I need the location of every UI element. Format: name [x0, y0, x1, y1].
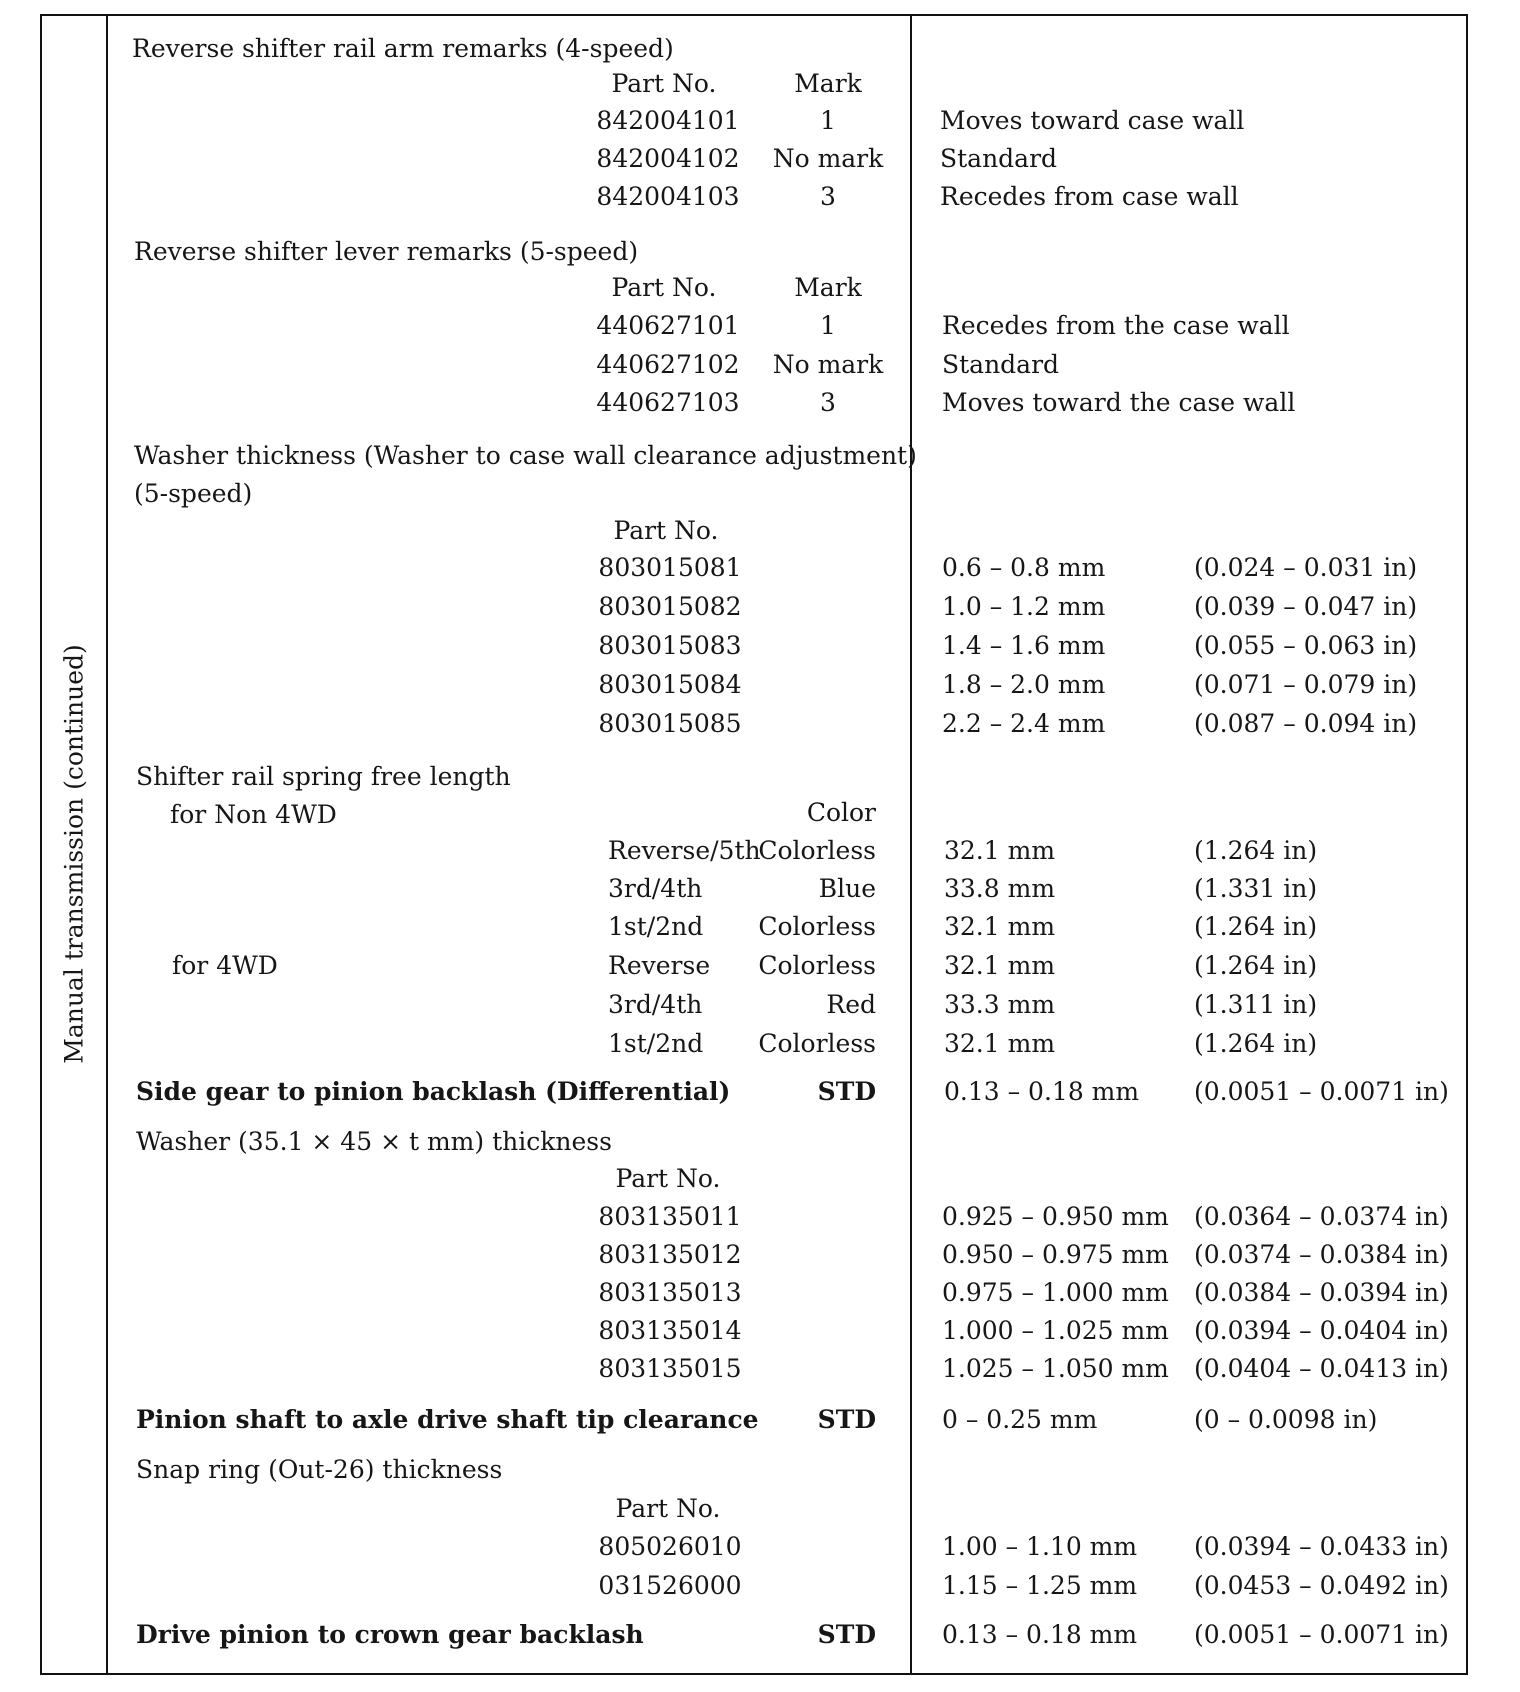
table-row-inch: (1.264 in) [1194, 912, 1318, 941]
table-row-color: Red [826, 990, 876, 1019]
table-row-part: 842004102 [596, 144, 740, 173]
table-row-inch: (0.071 – 0.079 in) [1194, 670, 1418, 699]
table-row-part: 803015082 [598, 592, 742, 621]
rail-arm-mark-header: Mark [794, 69, 862, 98]
table-row-remark: Recedes from the case wall [942, 311, 1290, 340]
spring-4wd-label: for 4WD [172, 951, 278, 980]
table-row-inch: (0.055 – 0.063 in) [1194, 631, 1418, 660]
rail-arm-part-header: Part No. [611, 69, 717, 98]
side-gear-mm: 0.13 – 0.18 mm [944, 1077, 1140, 1106]
table-row-part: 803135015 [598, 1354, 742, 1383]
table-row-mm: 0.925 – 0.950 mm [942, 1202, 1169, 1231]
table-row-gear: 1st/2nd [608, 1029, 704, 1058]
table-row-mark: 1 [820, 106, 836, 135]
snap-ring-part-header: Part No. [615, 1494, 721, 1523]
table-row-color: Blue [818, 874, 876, 903]
table-row-mark: 3 [820, 182, 836, 211]
table-row-mm: 1.000 – 1.025 mm [942, 1316, 1169, 1345]
table-row-part: 803015085 [598, 709, 742, 738]
table-row-mm: 1.8 – 2.0 mm [942, 670, 1106, 699]
table-row-part: 805026010 [598, 1532, 742, 1561]
table-row-part: 440627101 [596, 311, 740, 340]
pinion-shaft-title: Pinion shaft to axle drive shaft tip clearance [136, 1405, 759, 1434]
table-row-mm: 1.15 – 1.25 mm [942, 1571, 1138, 1600]
table-row-inch: (0.0384 – 0.0394 in) [1194, 1278, 1449, 1307]
table-row-inch: (0.039 – 0.047 in) [1194, 592, 1418, 621]
table-row-mm: 0.975 – 1.000 mm [942, 1278, 1169, 1307]
lever-part-header: Part No. [611, 273, 717, 302]
washer-35-part-header: Part No. [615, 1164, 721, 1193]
table-row-remark: Recedes from case wall [940, 182, 1239, 211]
table-row-inch: (1.331 in) [1194, 874, 1318, 903]
table-row-inch: (0.087 – 0.094 in) [1194, 709, 1418, 738]
spring-title: Shifter rail spring free length [136, 762, 511, 791]
column-divider-right [910, 16, 912, 1673]
table-row-inch: (0.0394 – 0.0404 in) [1194, 1316, 1449, 1345]
washer-35-title: Washer (35.1 × 45 × t mm) thickness [136, 1127, 612, 1156]
table-row-part: 803015081 [598, 553, 742, 582]
table-row-gear: 3rd/4th [608, 874, 703, 903]
table-row-color: Colorless [758, 912, 876, 941]
table-row-mark: 1 [820, 311, 836, 340]
pinion-shaft-std: STD [817, 1405, 876, 1434]
table-row-mm: 1.00 – 1.10 mm [942, 1532, 1138, 1561]
side-gear-std: STD [817, 1077, 876, 1106]
table-row-mark: No mark [772, 350, 884, 379]
table-row-mark: 3 [820, 388, 836, 417]
table-row-mm: 1.0 – 1.2 mm [942, 592, 1106, 621]
table-row-inch: (0.0394 – 0.0433 in) [1194, 1532, 1449, 1561]
table-row-inch: (0.0453 – 0.0492 in) [1194, 1571, 1449, 1600]
table-row-mm: 33.3 mm [944, 990, 1056, 1019]
table-row-part: 803135012 [598, 1240, 742, 1269]
table-row-gear: 1st/2nd [608, 912, 704, 941]
lever-title: Reverse shifter lever remarks (5-speed) [134, 237, 639, 266]
snap-ring-title: Snap ring (Out-26) thickness [136, 1455, 503, 1484]
table-row-mm: 2.2 – 2.4 mm [942, 709, 1106, 738]
table-row-inch: (0.024 – 0.031 in) [1194, 553, 1418, 582]
table-row-remark: Moves toward case wall [940, 106, 1245, 135]
table-row-part: 842004101 [596, 106, 740, 135]
table-row-inch: (1.264 in) [1194, 951, 1318, 980]
table-row-part: 031526000 [598, 1571, 742, 1600]
table-row-color: Colorless [758, 836, 876, 865]
column-divider-left [106, 16, 108, 1673]
table-row-gear: Reverse [608, 951, 711, 980]
side-gear-title: Side gear to pinion backlash (Differential) [136, 1077, 731, 1106]
side-gear-inch: (0.0051 – 0.0071 in) [1194, 1077, 1449, 1106]
drive-pinion-inch: (0.0051 – 0.0071 in) [1194, 1620, 1449, 1649]
table-row-part: 803135013 [598, 1278, 742, 1307]
table-row-mm: 1.4 – 1.6 mm [942, 631, 1106, 660]
table-row-mm: 0.950 – 0.975 mm [942, 1240, 1169, 1269]
table-row-inch: (1.264 in) [1194, 1029, 1318, 1058]
rail-arm-title: Reverse shifter rail arm remarks (4-speed) [132, 34, 674, 63]
table-row-mm: 32.1 mm [944, 912, 1056, 941]
table-row-part: 803015083 [598, 631, 742, 660]
table-row-inch: (0.0374 – 0.0384 in) [1194, 1240, 1449, 1269]
table-row-mm: 0.6 – 0.8 mm [942, 553, 1106, 582]
table-row-part: 440627103 [596, 388, 740, 417]
spring-non4wd-label: for Non 4WD [170, 800, 337, 829]
table-row-gear: 3rd/4th [608, 990, 703, 1019]
table-row-gear: Reverse/5th [608, 836, 761, 865]
table-row-mark: No mark [772, 144, 884, 173]
table-row-mm: 1.025 – 1.050 mm [942, 1354, 1169, 1383]
table-row-remark: Moves toward the case wall [942, 388, 1296, 417]
spring-color-header: Color [806, 798, 876, 827]
table-row-color: Colorless [758, 1029, 876, 1058]
table-row-inch: (1.311 in) [1194, 990, 1318, 1019]
table-row-color: Colorless [758, 951, 876, 980]
table-row-part: 842004103 [596, 182, 740, 211]
table-row-inch: (0.0364 – 0.0374 in) [1194, 1202, 1449, 1231]
drive-pinion-title: Drive pinion to crown gear backlash [136, 1620, 644, 1649]
washer-5-title: Washer thickness (Washer to case wall clearance adjustment) [134, 441, 917, 470]
table-row-mm: 33.8 mm [944, 874, 1056, 903]
lever-mark-header: Mark [794, 273, 862, 302]
table-row-inch: (0.0404 – 0.0413 in) [1194, 1354, 1449, 1383]
table-row-part: 803135011 [598, 1202, 742, 1231]
drive-pinion-std: STD [817, 1620, 876, 1649]
washer-5-part-header: Part No. [613, 516, 719, 545]
pinion-shaft-inch: (0 – 0.0098 in) [1194, 1405, 1378, 1434]
table-row-part: 803015084 [598, 670, 742, 699]
table-row-part: 803135014 [598, 1316, 742, 1345]
table-row-remark: Standard [942, 350, 1060, 379]
table-row-remark: Standard [940, 144, 1058, 173]
table-row-mm: 32.1 mm [944, 951, 1056, 980]
drive-pinion-mm: 0.13 – 0.18 mm [942, 1620, 1138, 1649]
table-row-part: 440627102 [596, 350, 740, 379]
pinion-shaft-mm: 0 – 0.25 mm [942, 1405, 1098, 1434]
table-row-mm: 32.1 mm [944, 1029, 1056, 1058]
washer-5-subtitle: (5-speed) [134, 479, 253, 508]
table-row-mm: 32.1 mm [944, 836, 1056, 865]
side-label-text: Manual transmission (continued) [59, 644, 89, 1064]
table-row-inch: (1.264 in) [1194, 836, 1318, 865]
